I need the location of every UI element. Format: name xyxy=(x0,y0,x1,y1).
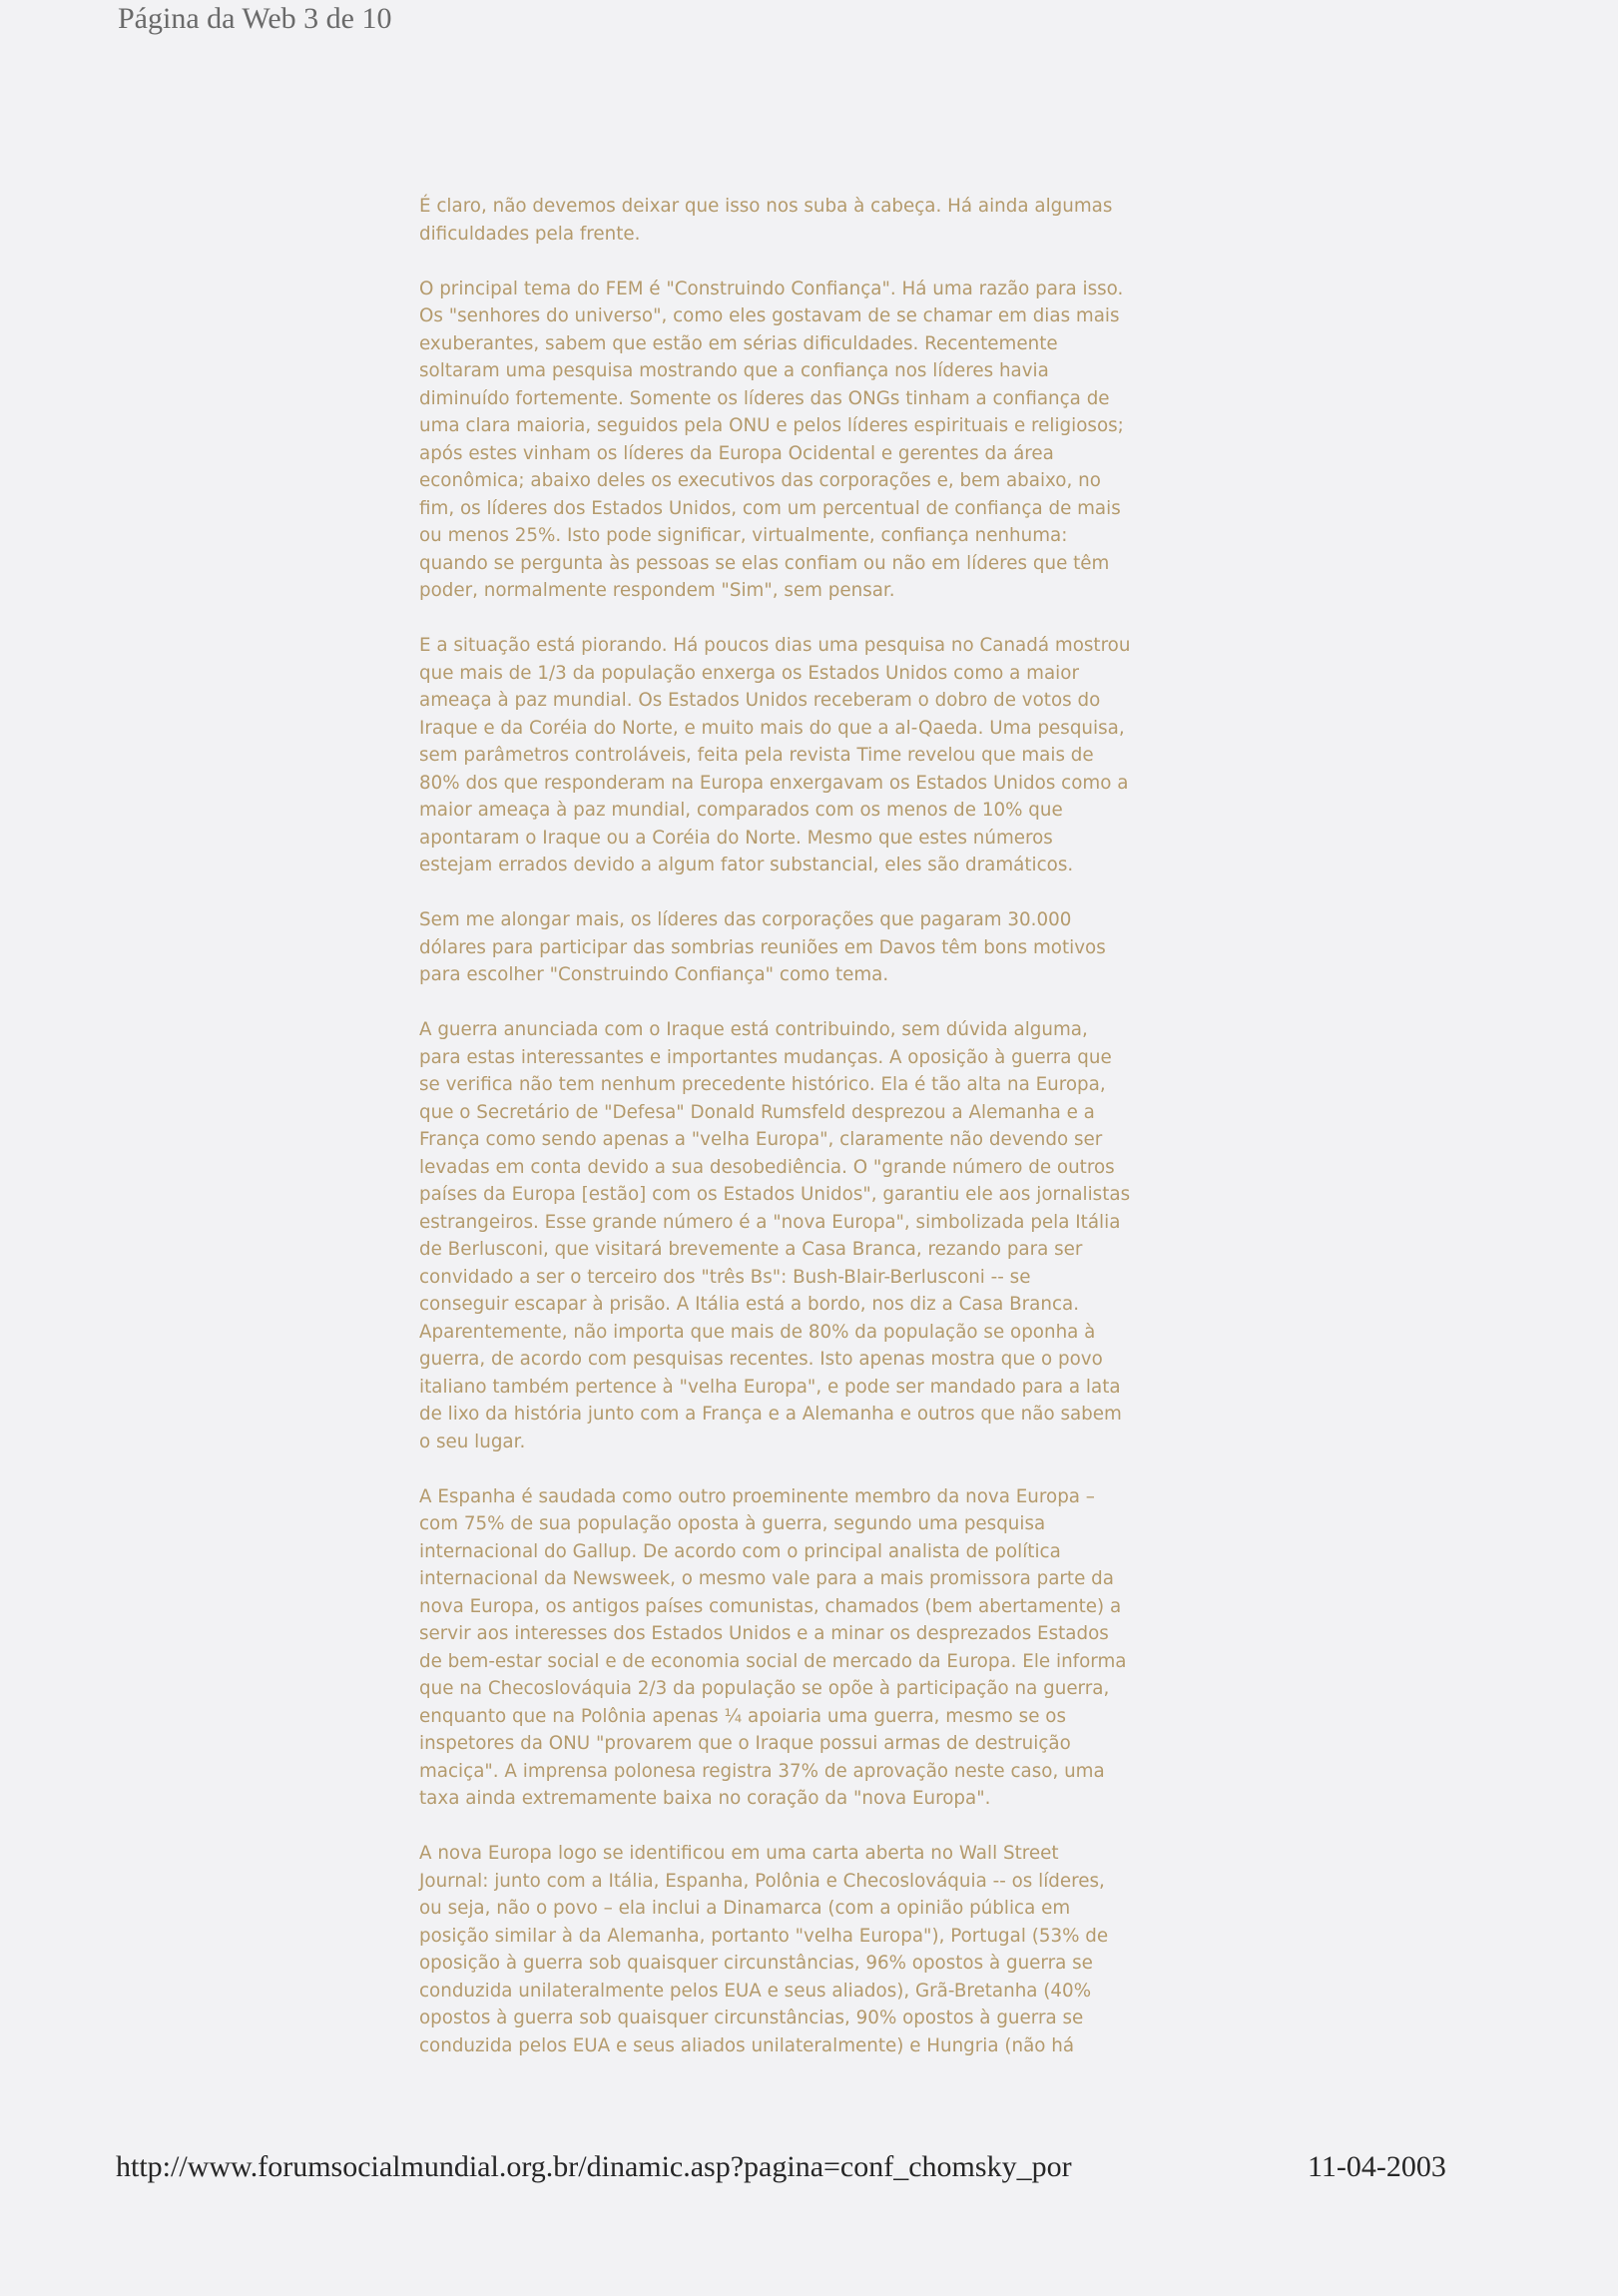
paragraph xyxy=(419,906,1328,989)
text-line: inspetores da ONU "provarem que o Iraque possui armas de destruição xyxy=(419,1733,1071,1754)
text-line: uma clara maioria, seguidos pela ONU e pelos líderes espirituais e religiosos; xyxy=(419,415,1124,436)
text-line: estejam errados devido a algum fator substancial, eles são dramáticos. xyxy=(419,855,1074,875)
text-line: se verifica não tem nenhum precedente histórico. Ela é tão alta na Europa, xyxy=(419,1074,1106,1095)
text-line: guerra, de acordo com pesquisas recentes. Isto apenas mostra que o povo xyxy=(419,1349,1103,1370)
text-line: quando se pergunta às pessoas se elas confiam ou não em líderes que têm xyxy=(419,552,1110,574)
text-line: levadas em conta devido a sua desobediência. O "grande número de outros xyxy=(419,1156,1115,1178)
text-line: que o Secretário de "Defesa" Donald Rumsfeld desprezou a Alemanha e a xyxy=(419,1101,1095,1123)
paragraph xyxy=(419,632,1328,879)
text-line: A guerra anunciada com o Iraque está contribuindo, sem dúvida alguma, xyxy=(419,1019,1088,1040)
text-line: 80% dos que responderam na Europa enxergavam os Estados Unidos como a xyxy=(419,772,1129,794)
text-line: Iraque e da Coréia do Norte, e muito mais do que a al-Qaeda. Uma pesquisa, xyxy=(419,717,1125,739)
text-line: maior ameaça à paz mundial, comparados com os menos de 10% que xyxy=(419,800,1063,821)
text-line: ameaça à paz mundial. Os Estados Unidos receberam o dobro de votos do xyxy=(419,690,1101,711)
text-line: Os "senhores do universo", como eles gostavam de se chamar em dias mais xyxy=(419,305,1120,326)
page-header: Página da Web 3 de 10 xyxy=(118,2,392,35)
paragraph xyxy=(419,1840,1328,2059)
text-line: para estas interessantes e importantes mudanças. A oposição à guerra que xyxy=(419,1046,1112,1068)
text-line: O principal tema do FEM é "Construindo Confiança". Há uma razão para isso. xyxy=(419,278,1124,299)
text-line: estrangeiros. Esse grande número é a "nova Europa", simbolizada pela Itália xyxy=(419,1211,1121,1233)
text-line: de bem-estar social e de economia social de mercado da Europa. Ele informa xyxy=(419,1650,1127,1672)
text-line: o seu lugar. xyxy=(419,1431,526,1452)
text-line: soltaram uma pesquisa mostrando que a confiança nos líderes havia xyxy=(419,360,1049,381)
text-line: exuberantes, sabem que estão em sérias dificuldades. Recentemente xyxy=(419,332,1058,354)
text-line: poder, normalmente respondem "Sim", sem pensar. xyxy=(419,580,895,601)
text-line: Aparentemente, não importa que mais de 80% da população se oponha à xyxy=(419,1321,1096,1343)
text-line: convidado a ser o terceiro dos "três Bs": Bush-Blair-Berlusconi -- se xyxy=(419,1266,1031,1288)
text-line: apontaram o Iraque ou a Coréia do Norte. Mesmo que estes números xyxy=(419,827,1053,849)
text-line: com 75% de sua população oposta à guerra, segundo uma pesquisa xyxy=(419,1513,1046,1534)
text-line: sem parâmetros controláveis, feita pela revista Time revelou que mais de xyxy=(419,745,1094,766)
text-line: servir aos interesses dos Estados Unidos e a minar os desprezados Estados xyxy=(419,1623,1109,1644)
text-line: dólares para participar das sombrias reuniões em Davos têm bons motivos xyxy=(419,936,1106,958)
text-line: dificuldades pela frente. xyxy=(419,223,641,245)
text-line: É claro, não devemos deixar que isso nos suba à cabeça. Há ainda algumas xyxy=(419,196,1113,217)
text-line: diminuído fortemente. Somente os líderes das ONGs tinham a confiança de xyxy=(419,387,1110,409)
paragraph xyxy=(419,1483,1328,1813)
text-line: econômica; abaixo deles os executivos das corporações e, bem abaixo, no xyxy=(419,470,1101,491)
text-line: Sem me alongar mais, os líderes das corporações que pagaram 30.000 xyxy=(419,909,1072,930)
text-line: oposição à guerra sob quaisquer circunstâncias, 96% opostos à guerra se xyxy=(419,1953,1093,1974)
text-line: de lixo da história junto com a França e a Alemanha e outros que não sabem xyxy=(419,1404,1122,1425)
text-line: França como sendo apenas a "velha Europa", claramente não devendo ser xyxy=(419,1129,1103,1150)
text-line: países da Europa [estão] com os Estados Unidos", garantiu ele aos jornalistas xyxy=(419,1184,1131,1205)
text-line: após estes vinham os líderes da Europa Ocidental e gerentes da área xyxy=(419,442,1054,464)
footer-date: 11-04-2003 xyxy=(1308,2150,1446,2183)
text-line: enquanto que na Polônia apenas ¼ apoiaria uma guerra, mesmo se os xyxy=(419,1705,1066,1727)
text-line: E a situação está piorando. Há poucos dias uma pesquisa no Canadá mostrou xyxy=(419,635,1131,656)
text-line: para escolher "Construindo Confiança" como tema. xyxy=(419,964,889,985)
paragraph xyxy=(419,193,1328,248)
text-line: conseguir escapar à prisão. A Itália está a bordo, nos diz a Casa Branca. xyxy=(419,1294,1080,1315)
paragraph xyxy=(419,1016,1328,1455)
text-line: A nova Europa logo se identificou em uma carta aberta no Wall Street xyxy=(419,1843,1059,1864)
text-line: que mais de 1/3 da população enxerga os Estados Unidos como a maior xyxy=(419,662,1079,684)
footer-url: http://www.forumsocialmundial.org.br/dinamic.asp?pagina=conf_chomsky_por xyxy=(116,2150,1072,2183)
text-line: taxa ainda extremamente baixa no coração da "nova Europa". xyxy=(419,1788,991,1809)
text-line: internacional do Gallup. De acordo com o principal analista de política xyxy=(419,1540,1061,1562)
text-line: fim, os líderes dos Estados Unidos, com um percentual de confiança de mais xyxy=(419,497,1121,519)
text-line: posição similar à da Alemanha, portanto "velha Europa"), Portugal (53% de xyxy=(419,1925,1109,1947)
paragraph xyxy=(419,276,1328,605)
text-line: Journal: junto com a Itália, Espanha, Polônia e Checoslováquia -- os líderes, xyxy=(419,1870,1105,1892)
text-line: conduzida pelos EUA e seus aliados unilateralmente) e Hungria (não há xyxy=(419,2034,1075,2056)
text-line: maciça". A imprensa polonesa registra 37% de aprovação neste caso, uma xyxy=(419,1760,1105,1782)
text-line: conduzida unilateralmente pelos EUA e seus aliados), Grã-Bretanha (40% xyxy=(419,1980,1092,2002)
text-line: opostos à guerra sob quaisquer circunstâncias, 90% opostos à guerra se xyxy=(419,2008,1084,2028)
text-line: que na Checoslováquia 2/3 da população se opõe à participação na guerra, xyxy=(419,1678,1110,1699)
text-line: italiano também pertence à "velha Europa", e pode ser mandado para a lata xyxy=(419,1376,1121,1398)
text-line: de Berlusconi, que visitará brevemente a Casa Branca, rezando para ser xyxy=(419,1239,1083,1260)
text-line: ou seja, não o povo – ela inclui a Dinamarca (com a opinião pública em xyxy=(419,1898,1071,1919)
text-line: A Espanha é saudada como outro proeminente membro da nova Europa – xyxy=(419,1485,1095,1507)
text-line: internacional da Newsweek, o mesmo vale para a mais promissora parte da xyxy=(419,1568,1114,1589)
text-line: ou menos 25%. Isto pode significar, virtualmente, confiança nenhuma: xyxy=(419,525,1068,546)
article-body xyxy=(419,193,1328,2087)
text-line: nova Europa, os antigos países comunistas, chamados (bem abertamente) a xyxy=(419,1595,1122,1617)
